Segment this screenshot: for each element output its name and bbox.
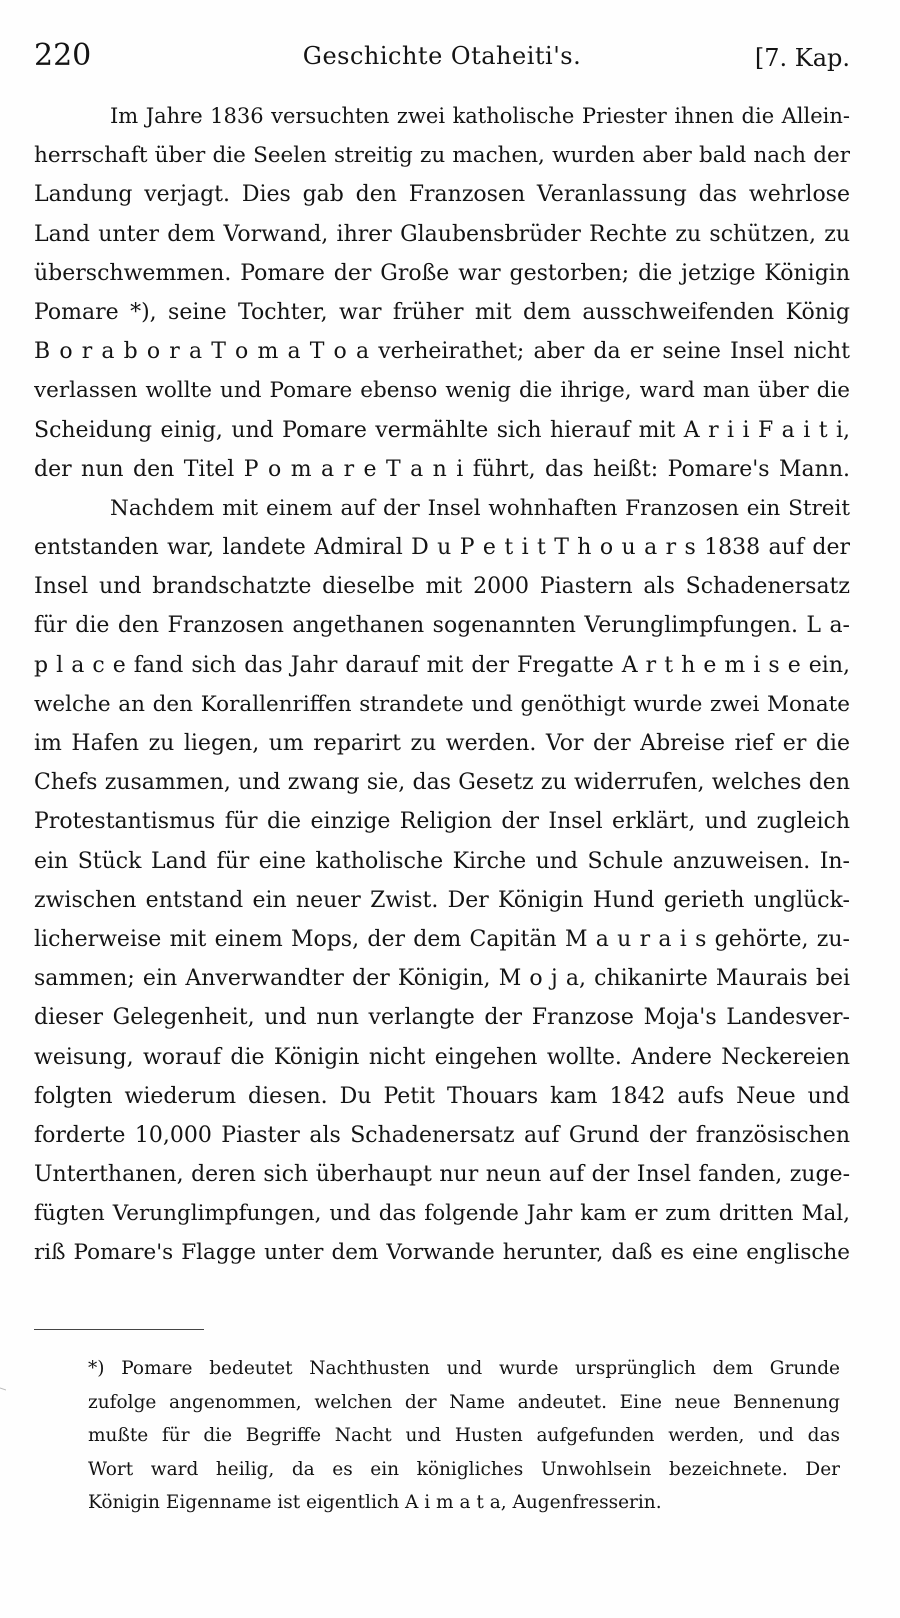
page-speck: [0, 1385, 6, 1391]
footnote-line: *) Pomare bedeutet Nachthusten und wurde ursprünglich dem Grunde: [88, 1358, 840, 1379]
body-line: Landung verjagt. Dies gab den Franzosen Veranlassung das wehrlose: [34, 182, 850, 208]
chapter-label: [7. Kap.: [754, 44, 850, 72]
body-line: fügten Verunglimpfungen, und das folgende Jahr kam er zum dritten Mal,: [34, 1201, 850, 1227]
body-line: Chefs zusammen, und zwang sie, das Gesetz zu widerrufen, welches den: [34, 770, 850, 796]
body-line: p l a c e fand sich das Jahr darauf mit der Fregatte A r t h e m i s e ein,: [34, 652, 850, 678]
body-line: ein Stück Land für eine katholische Kirche und Schule anzuweisen. In-: [34, 848, 850, 874]
body-line: folgten wiederum diesen. Du Petit Thouars kam 1842 aufs Neue und: [34, 1083, 850, 1109]
body-line: herrschaft über die Seelen streitig zu machen, wurden aber bald nach der: [34, 143, 850, 169]
page-number: 220: [34, 38, 92, 73]
body-line: Land unter dem Vorwand, ihrer Glaubensbrüder Rechte zu schützen, zu: [34, 221, 850, 247]
body-line: weisung, worauf die Königin nicht eingehen wollte. Andere Neckereien: [34, 1044, 850, 1070]
body-line: überschwemmen. Pomare der Große war gestorben; die jetzige Königin: [34, 260, 850, 286]
body-line: forderte 10,000 Piaster als Schadenersatz auf Grund der französischen: [34, 1122, 850, 1148]
footnote: [88, 1352, 840, 1520]
body-line: Protestantismus für die einzige Religion der Insel erklärt, und zugleich: [34, 809, 850, 835]
body-line: sammen; ein Anverwandter der Königin, M o j a, chikanirte Maurais bei: [34, 966, 850, 992]
body-line: verlassen wollte und Pomare ebenso wenig die ihrige, ward man über die: [34, 378, 850, 404]
body-line: Nachdem mit einem auf der Insel wohnhaften Franzosen ein Streit: [110, 495, 850, 521]
body-line: Unterthanen, deren sich überhaupt nur neun auf der Insel fanden, zuge-: [34, 1162, 850, 1188]
body-line: zwischen entstand ein neuer Zwist. Der Königin Hund gerieth unglück-: [34, 887, 850, 913]
body-line: riß Pomare's Flagge unter dem Vorwande herunter, daß es eine englische: [34, 1240, 850, 1266]
body-line: Pomare *), seine Tochter, war früher mit dem ausschweifenden König: [34, 299, 850, 325]
footnote-line: mußte für die Begriffe Nacht und Husten aufgefunden werden, und das: [88, 1425, 840, 1447]
running-title: Geschichte Otaheiti's.: [302, 42, 582, 70]
body-line: dieser Gelegenheit, und nun verlangte der Franzose Moja's Landesver-: [34, 1005, 850, 1031]
footnote-divider: [34, 1329, 204, 1330]
body-text: [34, 97, 850, 1273]
body-line: entstanden war, landete Admiral D u P e t i t T h o u a r s 1838 auf der: [34, 535, 850, 561]
body-line: B o r a b o r a T o m a T o a verheirathet; aber da er seine Insel nicht: [34, 339, 850, 365]
body-line: für die den Franzosen angethanen sogenannten Verunglimpfungen. L a-: [34, 613, 850, 639]
body-line: im Hafen zu liegen, um reparirt zu werden. Vor der Abreise rief er die: [34, 731, 850, 756]
footnote-line: zufolge angenommen, welchen der Name andeutet. Eine neue Bennenung: [88, 1391, 840, 1413]
page-header: [34, 38, 850, 82]
body-line: welche an den Korallenriffen strandete und genöthigt wurde zwei Monate: [34, 691, 850, 717]
footnote-line: Königin Eigenname ist eigentlich A i m a t a, Augenfresserin.: [88, 1492, 662, 1514]
footnote-line: Wort ward heilig, da es ein königliches Unwohlsein bezeichnete. Der: [88, 1458, 840, 1480]
body-line: Im Jahre 1836 versuchten zwei katholische Priester ihnen die Allein-: [110, 104, 850, 128]
body-line: Insel und brandschatzte dieselbe mit 2000 Piastern als Schadenersatz: [34, 574, 850, 600]
body-line: Scheidung einig, und Pomare vermählte sich hierauf mit A r i i F a i t i,: [34, 417, 850, 443]
body-line: der nun den Titel P o m a r e T a n i führt, das heißt: Pomare's Mann.: [34, 456, 850, 482]
body-line: licherweise mit einem Mops, der dem Capitän M a u r a i s gehörte, zu-: [34, 926, 850, 952]
